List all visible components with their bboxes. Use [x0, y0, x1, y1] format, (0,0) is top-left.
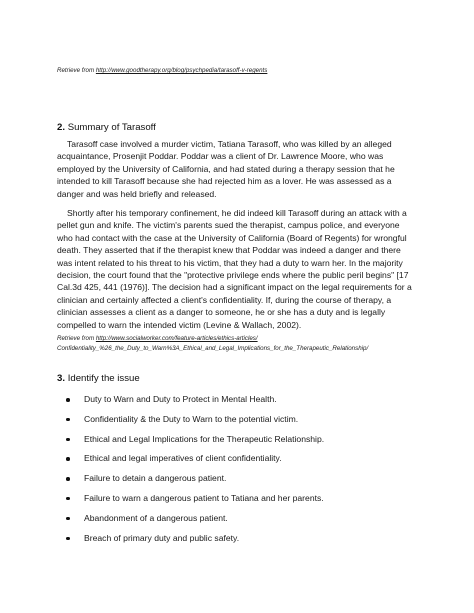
bullet-icon: [66, 398, 70, 402]
bullet-icon: [66, 438, 70, 442]
retrieve-from-goodtherapy: [57, 66, 437, 75]
list-item: [57, 533, 437, 553]
issue-text: Duty to Warn and Duty to Protect in Mental Health.: [84, 394, 277, 404]
issue-text: Failure to warn a dangerous patient to Tatiana and her parents.: [84, 492, 324, 503]
section-3-heading: [57, 373, 140, 385]
goodtherapy-link[interactable]: http://www.goodtherapy.org/blog/psychpedia/tarasoff-v-regents: [95, 67, 268, 74]
issue-text: Failure to detain a dangerous patient.: [84, 473, 227, 484]
list-item: [57, 414, 437, 434]
list-item: [57, 513, 437, 533]
bullet-icon: [66, 517, 70, 521]
bullet-icon: [66, 477, 70, 481]
list-item: [57, 394, 437, 414]
section-3-number: 3.: [57, 373, 66, 384]
section-2-heading: [57, 122, 156, 134]
section-2-number: 2.: [57, 122, 66, 133]
summary-paragraph-2: Shortly after his temporary confinement, he did indeed kill Tarasoff during an attack with a pellet gun and knife. The victim's parents sued the therapist, campus police, and everyone who had contact with the case at the University of California (Board of Regents) for wrongful death. They asserted that if the therapist knew that Poddar was indeed a danger and there was intent related to his threat to his victim, that they had a duty to warn her. In the majority decision, the court found that the "protective privilege ends where the public peril begins" [17 Cal.3d 425, 441 (1976)]. The decision had a significant impact on the legal requirements for a clinician and certainly affected a client's confidentiality. If, during the course of therapy, a clinician assesses a client as a danger to someone, he or she has a duty and is legally compelled to warn the intended victim (Levine & Wallach, 2002).: [57, 208, 412, 330]
section-2-title: Summary of Tarasoff: [67, 122, 156, 133]
bullet-icon: [66, 497, 70, 501]
bullet-icon: [66, 457, 70, 461]
bullet-icon: [66, 537, 70, 541]
retrieve-from-socialworker: [57, 334, 427, 353]
list-item: [57, 453, 437, 473]
issue-text: Abandonment of a dangerous patient.: [84, 512, 228, 523]
list-item: [57, 493, 437, 513]
retrieve-prefix-2: Retrieve from: [57, 335, 96, 342]
section-3-title: Identify the issue: [67, 373, 140, 384]
issue-text: Ethical and legal imperatives of client confidentiality.: [84, 453, 282, 464]
list-item: [57, 434, 437, 454]
retrieve-prefix: Retrieve from: [57, 67, 96, 74]
bullet-icon: [66, 418, 70, 422]
socialworker-link[interactable]: http://www.socialworker.com/feature-articles/ethics-articles/: [95, 335, 258, 342]
issue-text: Confidentiality & the Duty to Warn to the potential victim.: [84, 413, 299, 424]
list-item: [57, 473, 437, 493]
socialworker-link-suffix: Confidentiality_%26_the_Duty_to_Warn%3A_Ethical_and_Legal_Implications_for_the_Therapeutic_Relationship/: [57, 344, 369, 352]
issue-text: Breach of primary duty and public safety.: [84, 532, 240, 543]
issue-text: Ethical and Legal Implications for the Therapeutic Relationship.: [84, 433, 325, 444]
summary-paragraph-1: Tarasoff case involved a murder victim, Tatiana Tarasoff, who was killed by an alleged acquaintance, Prosenjit Poddar. Poddar was a client of Dr. Lawrence Moore, who was employed by the University of California, and had stated during a therapy session that he intended to kill Tarasoff because she had rejected him as a lover. He was assessed as a danger and was held briefly and released.: [57, 139, 395, 199]
issues-list: [57, 394, 437, 552]
